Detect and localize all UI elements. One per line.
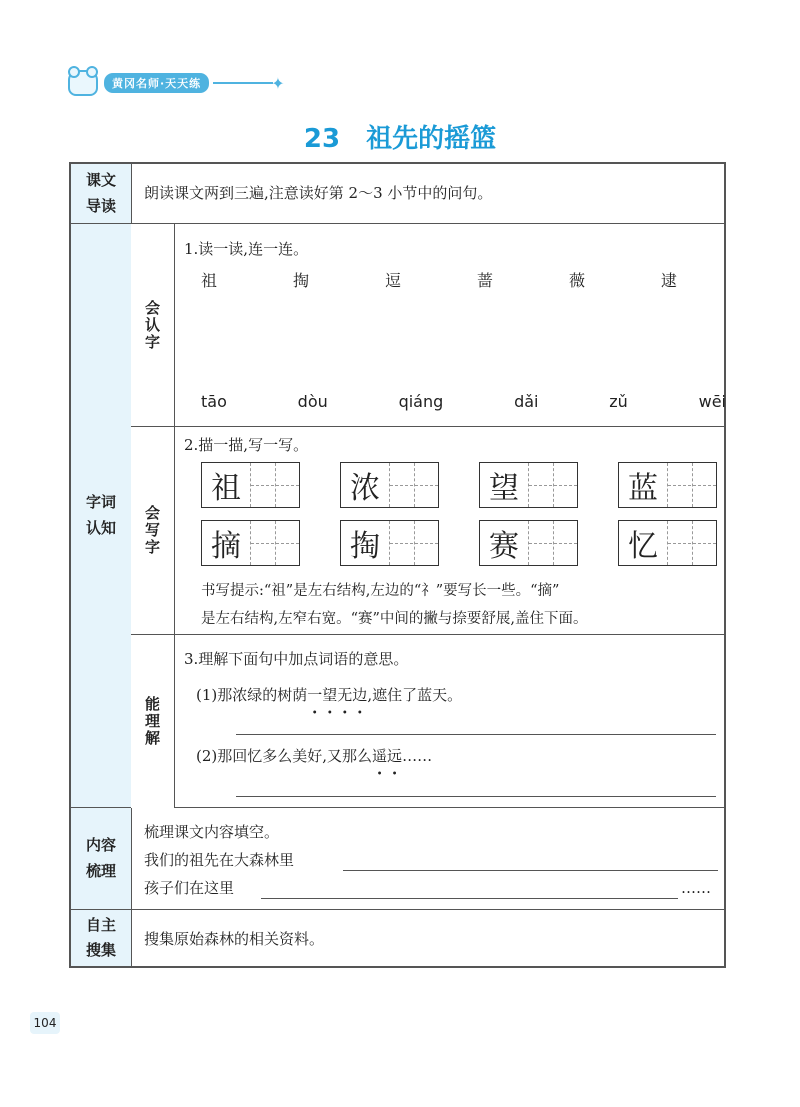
model-char: 望 [489,471,519,506]
vocab-label [71,224,132,807]
sentence-text: (1)那浓绿的树荫 [196,686,308,704]
divider [131,634,724,635]
practice-cell[interactable] [250,463,299,507]
sentence-text: ,遮住了蓝天。 [367,686,463,704]
collect-label [71,910,132,966]
collect-row [71,910,724,966]
char-item[interactable]: 逮 [660,271,677,290]
practice-cell[interactable] [667,521,716,565]
writing-box[interactable] [618,520,717,566]
writing-box[interactable] [201,520,300,566]
dotted-char: 远 [387,747,403,765]
content-line-2: 孩子们在这里 [144,879,235,897]
char-item[interactable]: 祖 [201,271,218,290]
content-instruction: 梳理课文内容填空。 [144,823,280,841]
dotted-char: 边 [352,686,368,704]
lesson-title: 祖先的摇篮 [366,124,497,154]
model-char: 浓 [350,471,380,506]
content-label [71,808,132,909]
writing-box[interactable] [340,520,439,566]
write-label: 会写字 [131,427,175,634]
content-blank-1[interactable] [343,870,718,871]
understand-label: 能理解 [131,635,175,808]
reading-label [71,164,132,223]
model-char: 忆 [628,529,658,564]
content-row [71,808,724,910]
practice-cell[interactable] [528,521,577,565]
writing-tip-line: 书写提示:“祖”是左右结构,左边的“礻”要写长一些。“摘” [201,583,560,599]
worksheet-table [69,162,726,968]
recognize-pinyin-list [201,392,726,411]
sentence-text: (2)那回忆多么美好,又那么 [196,747,373,765]
collect-label-text: 自主搜集 [85,915,116,959]
practice-cell[interactable] [389,521,438,565]
practice-cell[interactable] [667,463,716,507]
writing-tip-line: 是左右结构,左窄右宽。“赛”中间的撇与捺要舒展,盖住下面。 [201,611,588,627]
reading-label-text: 课文导读 [85,171,116,215]
dotted-char: 遥 [372,747,388,765]
model-char: 祖 [211,471,241,506]
model-char: 摘 [211,529,241,564]
dotted-char: 望 [322,686,338,704]
writing-grid [201,462,717,566]
dotted-char: 无 [337,686,353,704]
recognize-label: 会认字 [131,224,175,426]
dotted-char: 一 [307,686,323,704]
content-label-text: 内容梳理 [85,836,116,880]
writing-box[interactable] [201,462,300,508]
char-item[interactable]: 掏 [292,271,309,290]
vocab-row [71,224,724,808]
sentence-text: …… [402,747,433,765]
page-title [0,118,800,155]
content-blank-2[interactable] [261,898,678,899]
writing-box[interactable] [340,462,439,508]
understand-instruction: 3.理解下面句中加点词语的意思。 [184,650,409,668]
reading-text: 朗读课文两到三遍,注意读好第 2～3 小节中的问句。 [144,184,493,202]
vocab-label-text: 字词认知 [85,493,116,537]
pinyin-item[interactable]: tāo [201,392,227,411]
header-logo [68,70,285,96]
recognize-instruction: 1.读一读,连一连。 [184,240,309,258]
writing-tip [201,577,588,633]
practice-cell[interactable] [389,463,438,507]
model-char: 赛 [489,529,519,564]
char-item[interactable]: 薇 [568,271,585,290]
writing-box[interactable] [479,520,578,566]
divider [131,426,724,427]
star-icon: ✦ [271,73,285,93]
decorative-line [213,82,273,84]
answer-line-2[interactable] [236,796,716,797]
bear-icon [68,70,98,96]
page-number: 104 [30,1012,60,1034]
write-instruction: 2.描一描,写一写。 [184,436,309,454]
lesson-number: 23 [303,124,341,154]
recognize-char-list [201,268,677,291]
writing-box[interactable] [618,462,717,508]
answer-line-1[interactable] [236,734,716,735]
char-item[interactable]: 逗 [384,271,401,290]
pinyin-item[interactable]: dǎi [514,392,539,411]
sentence-1 [196,684,462,705]
brand-label: 黄冈名师·天天练 [104,73,209,93]
char-item[interactable]: 蔷 [476,271,493,290]
practice-cell[interactable] [528,463,577,507]
pinyin-item[interactable]: wēi [698,392,726,411]
content-line-2-end: …… [681,879,711,897]
pinyin-item[interactable]: dòu [297,392,328,411]
model-char: 蓝 [628,471,658,506]
sentence-2 [196,745,432,766]
model-char: 掏 [350,529,380,564]
reading-row [71,164,724,224]
writing-box[interactable] [479,462,578,508]
pinyin-item[interactable]: qiáng [398,392,444,411]
practice-cell[interactable] [250,521,299,565]
collect-text: 搜集原始森林的相关资料。 [144,930,325,948]
content-line-1: 我们的祖先在大森林里 [144,851,295,869]
pinyin-item[interactable]: zǔ [609,392,628,411]
